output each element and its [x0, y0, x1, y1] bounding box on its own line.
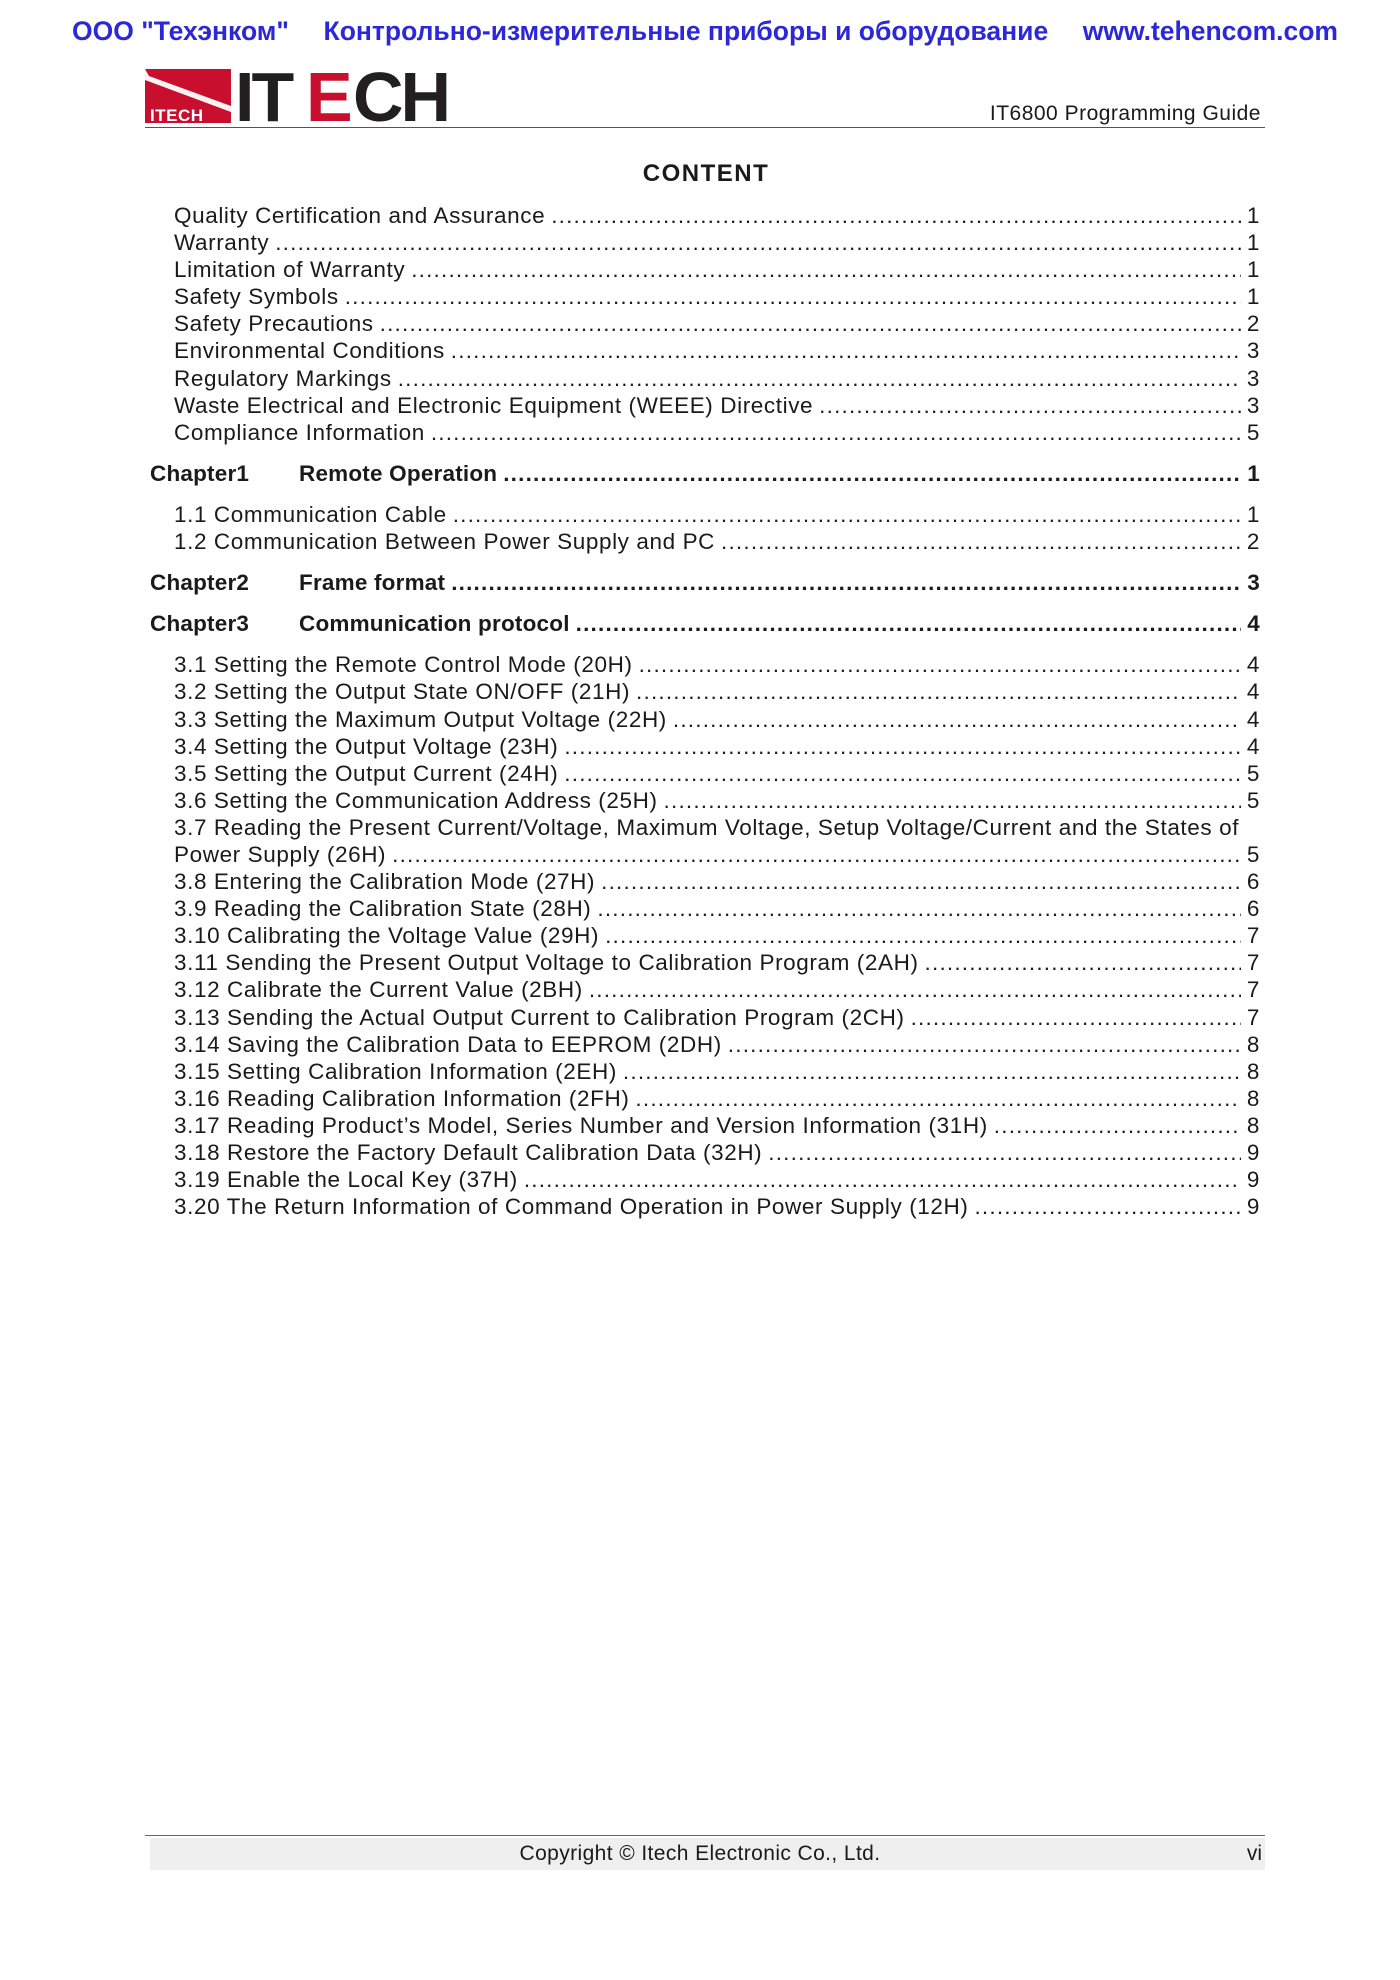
svg-text:CH: CH — [353, 66, 449, 126]
toc-entry[interactable]: 3.9 Reading the Calibration State (28H) ..... 6 — [174, 895, 1260, 922]
page-header — [145, 64, 1265, 126]
header-divider — [145, 127, 1265, 128]
toc-entry[interactable]: Environmental Conditions ..... 3 — [174, 337, 1260, 364]
page-number: vi — [1246, 1842, 1262, 1865]
toc-entry[interactable]: 3.20 The Return Information of Command Operation in Power Supply (12H) ..... 9 — [174, 1193, 1260, 1220]
toc-entry[interactable]: 3.13 Sending the Actual Output Current to Calibration Program (2CH) ..... 7 — [174, 1004, 1260, 1031]
banner-company: ООО "Техэнком" — [72, 15, 289, 46]
toc-entry[interactable]: 3.6 Setting the Communication Address (25H) ..... 5 — [174, 787, 1260, 814]
toc-entry[interactable]: 3.14 Saving the Calibration Data to EEPROM (2DH) ..... 8 — [174, 1031, 1260, 1058]
doc-title: IT6800 Programming Guide — [989, 102, 1261, 125]
toc-entry[interactable]: 3.18 Restore the Factory Default Calibration Data (32H) ..... 9 — [174, 1139, 1260, 1166]
table-of-contents — [0, 202, 1400, 1220]
toc-entry-3-7[interactable]: 3.7 Reading the Present Current/Voltage, Maximum Voltage, Setup Voltage/Current and the States of Power Supply (26H) ..... 5 — [174, 814, 1260, 868]
toc-entry[interactable]: 3.11 Sending the Present Output Voltage to Calibration Program (2AH) ..... 7 — [174, 949, 1260, 976]
svg-text:ITECH: ITECH — [150, 106, 204, 125]
toc-entry[interactable]: 3.5 Setting the Output Current (24H) ..... 5 — [174, 760, 1260, 787]
toc-chapter-1[interactable]: Chapter1 Remote Operation ..... 1 — [150, 460, 1260, 487]
toc-entry[interactable]: 3.1 Setting the Remote Control Mode (20H) ..... 4 — [174, 651, 1260, 678]
footer-divider — [145, 1835, 1265, 1836]
banner-tagline: Контрольно-измерительные приборы и оборудование — [323, 15, 1049, 46]
toc-entry[interactable]: 3.17 Reading Product’s Model, Series Number and Version Information (31H) ..... 8 — [174, 1112, 1260, 1139]
toc-entry[interactable]: Limitation of Warranty ..... 1 — [174, 256, 1260, 283]
svg-text:IT: IT — [235, 66, 292, 126]
toc-entry[interactable]: Safety Precautions ..... 2 — [174, 310, 1260, 337]
toc-entry[interactable]: 3.12 Calibrate the Current Value (2BH) ..... 7 — [174, 976, 1260, 1003]
svg-text:E: E — [306, 66, 350, 126]
toc-entry[interactable]: 3.3 Setting the Maximum Output Voltage (22H) ..... 4 — [174, 706, 1260, 733]
toc-entry[interactable]: Waste Electrical and Electronic Equipment (WEEE) Directive ..... 3 — [174, 392, 1260, 419]
toc-chapter-2[interactable]: Chapter2 Frame format ..... 3 — [150, 569, 1260, 596]
toc-title: CONTENT — [642, 160, 770, 187]
toc-entry[interactable]: 1.2 Communication Between Power Supply and PC ..... 2 — [174, 528, 1260, 555]
toc-entry[interactable]: 3.19 Enable the Local Key (37H) ..... 9 — [174, 1166, 1260, 1193]
toc-entry[interactable]: 3.15 Setting Calibration Information (2EH) ..... 8 — [174, 1058, 1260, 1085]
toc-entry[interactable]: 3.8 Entering the Calibration Mode (27H) ..... 6 — [174, 868, 1260, 895]
toc-entry[interactable]: 3.10 Calibrating the Voltage Value (29H) ..... 7 — [174, 922, 1260, 949]
vendor-banner — [72, 14, 1338, 48]
toc-chapter-3[interactable]: Chapter3 Communication protocol ..... 4 — [150, 610, 1260, 637]
itech-logo — [145, 66, 465, 126]
toc-entry[interactable]: Regulatory Markings ..... 3 — [174, 365, 1260, 392]
copyright-text: Copyright © Itech Electronic Co., Ltd. — [519, 1842, 881, 1865]
toc-entry[interactable]: Compliance Information ..... 5 — [174, 419, 1260, 446]
toc-entry[interactable]: Warranty ..... 1 — [174, 229, 1260, 256]
toc-entry[interactable]: Safety Symbols ..... 1 — [174, 283, 1260, 310]
toc-entry[interactable]: Quality Certification and Assurance ..... 1 — [174, 202, 1260, 229]
toc-entry[interactable]: 3.4 Setting the Output Voltage (23H) ..... 4 — [174, 733, 1260, 760]
toc-entry[interactable]: 1.1 Communication Cable ..... 1 — [174, 501, 1260, 528]
toc-entry[interactable]: 3.2 Setting the Output State ON/OFF (21H) ..... 4 — [174, 678, 1260, 705]
toc-entry[interactable]: 3.16 Reading Calibration Information (2FH) ..... 8 — [174, 1085, 1260, 1112]
banner-website[interactable]: www.tehencom.com — [1082, 15, 1338, 46]
